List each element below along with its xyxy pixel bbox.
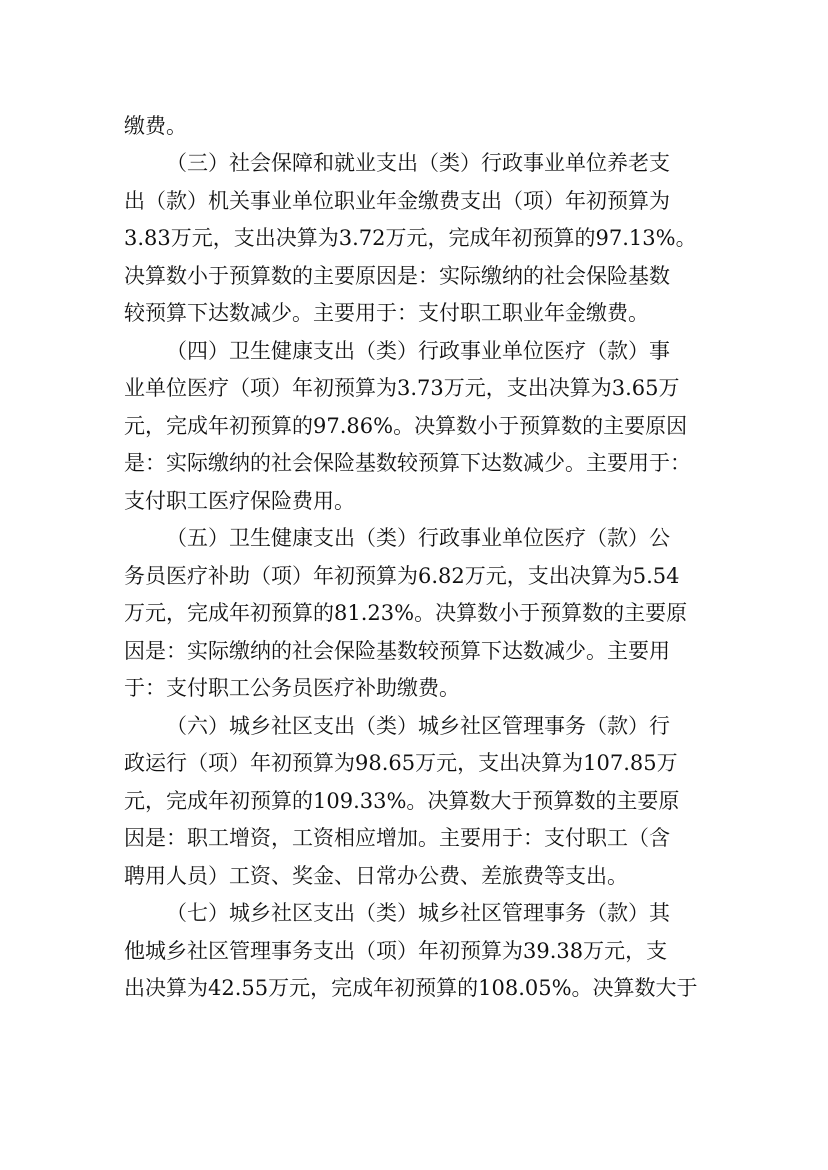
paragraph-4-start: （四）卫生健康支出（类）行政事业单位医疗（款）事 [166, 339, 670, 363]
text-line: 决算数小于预算数的主要原因是：实际缴纳的社会保险基数 [124, 264, 670, 288]
text-line: 业单位医疗（项）年初预算为3.73万元，支出决算为3.65万 [124, 376, 680, 400]
text-line: 较预算下达数减少。主要用于：支付职工职业年金缴费。 [124, 301, 649, 325]
text-line: 因是：实际缴纳的社会保险基数较预算下达数减少。主要用 [124, 639, 670, 663]
text-line: 出决算为42.55万元，完成年初预算的108.05%。决算数大于 [124, 976, 698, 1000]
text-line: 支付职工医疗保险费用。 [124, 489, 355, 513]
text-line: 政运行（项）年初预算为98.65万元，支出决算为107.85万 [124, 751, 678, 775]
text-line: 缴费。 [124, 114, 187, 138]
text-line: 万元，完成年初预算的81.23%。决算数小于预算数的主要原 [124, 601, 688, 625]
text-line: 因是：职工增资，工资相应增加。主要用于：支付职工（含 [124, 826, 670, 850]
paragraph-3-start: （三）社会保障和就业支出（类）行政事业单位养老支 [166, 151, 670, 175]
text-line: 元，完成年初预算的97.86%。决算数小于预算数的主要原因 [124, 414, 688, 438]
text-line: 于：支付职工公务员医疗补助缴费。 [124, 676, 460, 700]
text-line: 出（款）机关事业单位职业年金缴费支出（项）年初预算为 [124, 189, 670, 213]
text-line: 元，完成年初预算的109.33%。决算数大于预算数的主要原 [124, 789, 680, 813]
paragraph-7-start: （七）城乡社区支出（类）城乡社区管理事务（款）其 [166, 901, 670, 925]
text-line: 他城乡社区管理事务支出（项）年初预算为39.38万元，支 [124, 939, 668, 963]
text-line: 是：实际缴纳的社会保险基数较预算下达数减少。主要用于： [124, 451, 691, 475]
paragraph-6-start: （六）城乡社区支出（类）城乡社区管理事务（款）行 [166, 714, 670, 738]
paragraph-5-start: （五）卫生健康支出（类）行政事业单位医疗（款）公 [166, 526, 670, 550]
text-line: 聘用人员）工资、奖金、日常办公费、差旅费等支出。 [124, 864, 628, 888]
text-line: 务员医疗补助（项）年初预算为6.82万元，支出决算为5.54 [124, 564, 680, 588]
text-line: 3.83万元，支出决算为3.72万元，完成年初预算的97.13%。 [124, 226, 697, 250]
